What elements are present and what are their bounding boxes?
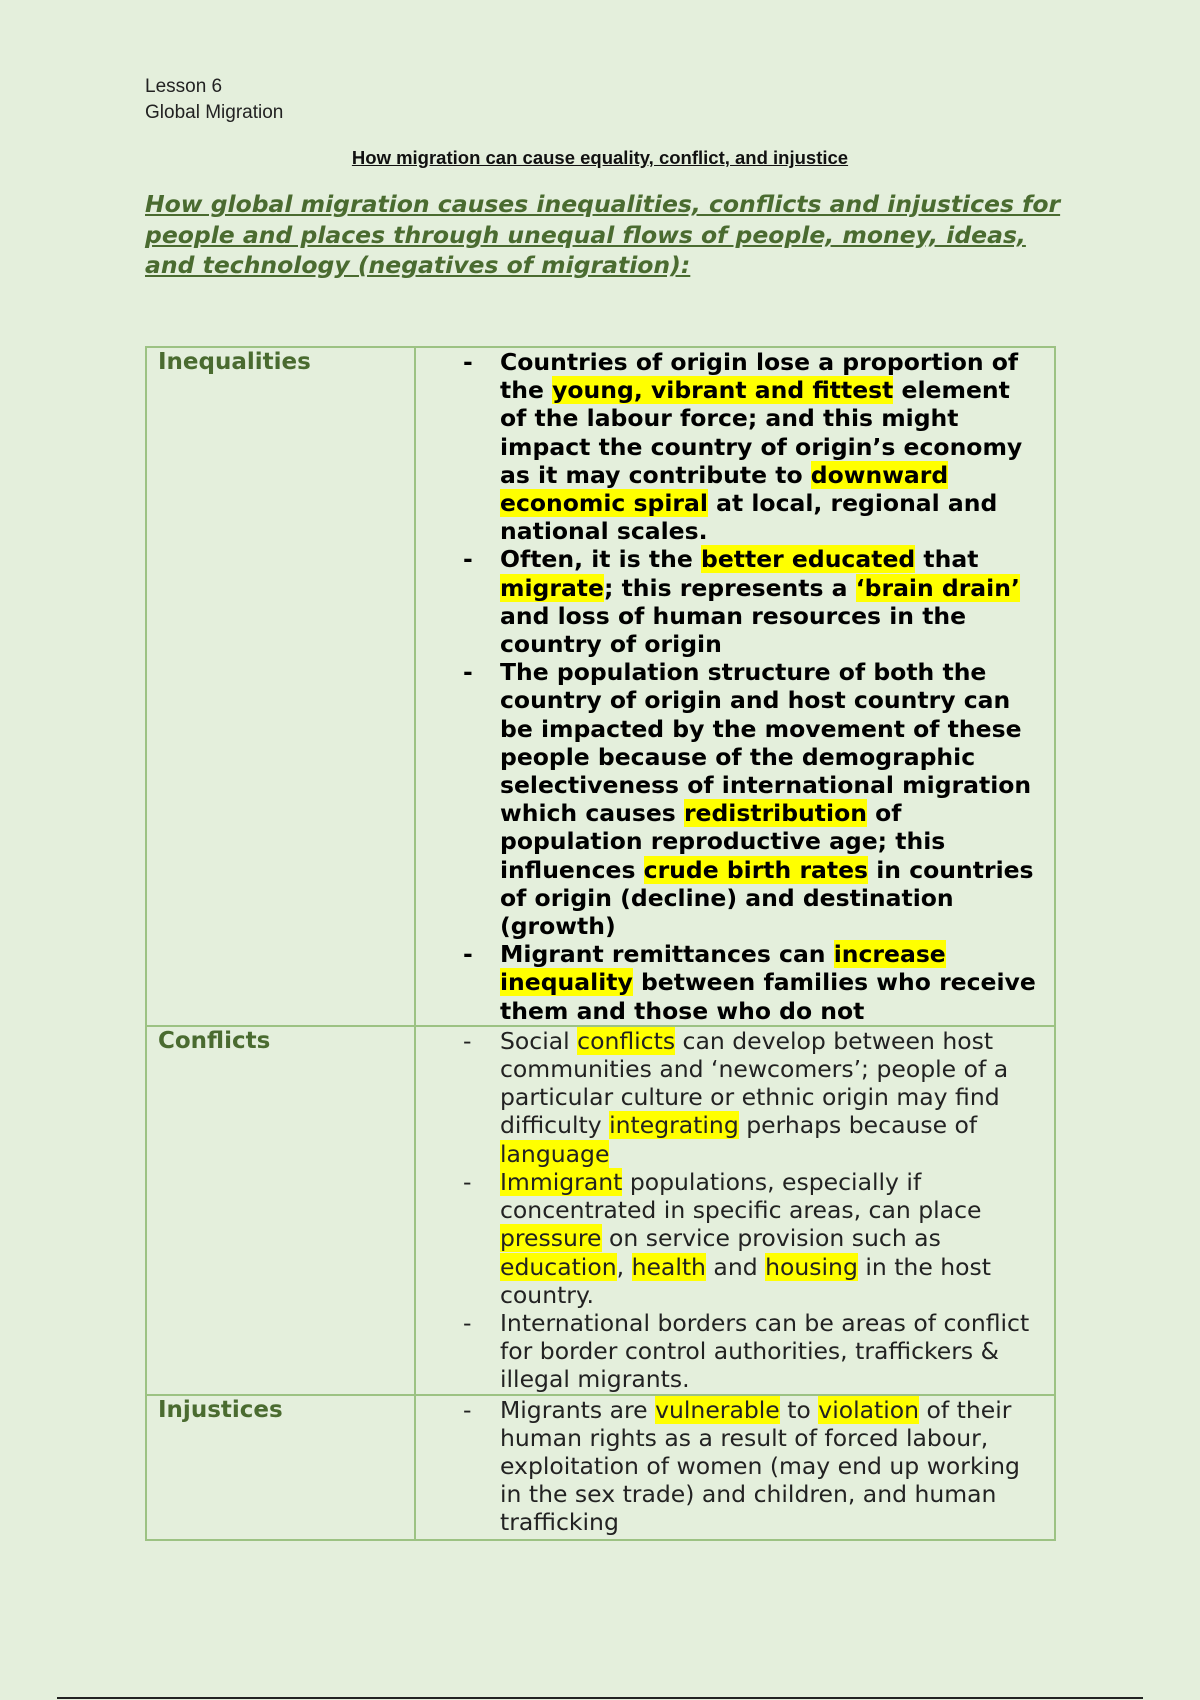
text-run: between families who receive them and those who do not [500, 968, 1036, 1025]
table-row-injustices [146, 1395, 1055, 1540]
highlighted-term: crude birth rates [643, 855, 869, 884]
highlighted-term: education [500, 1252, 617, 1281]
lesson-topic: Global Migration [145, 102, 284, 123]
text-run: Migrant remittances can [500, 940, 834, 969]
text-run: in the host country. [500, 1252, 991, 1309]
document-subtitle: How migration can cause equality, conflict, and injustice [351, 147, 849, 168]
bullet-marker: - [463, 1167, 472, 1196]
lesson-number: Lesson 6 [145, 76, 223, 97]
bullet-item [416, 1396, 1042, 1537]
highlighted-term: language [500, 1139, 610, 1168]
intro-heading: How global migration causes inequalities, conflicts and injustices for people and places through unequal flows of people, money, ideas, and technology (negatives of migration): [145, 190, 1061, 279]
text-run: on service provision such as [601, 1224, 941, 1253]
bullet-marker: - [463, 545, 473, 574]
row-content-conflicts [415, 1026, 1055, 1395]
highlighted-term: pressure [500, 1224, 602, 1253]
text-run: Social [500, 1026, 578, 1055]
highlighted-term: migrate [500, 573, 604, 602]
migration-impacts-table [145, 346, 1056, 1541]
bullet-marker: - [463, 1308, 472, 1337]
row-content-injustices [415, 1395, 1055, 1540]
text-run: ; this represents a [603, 573, 856, 602]
text-run: element of the labour force; and this might impact the country of origin’s economy as it may contribute to [500, 376, 1023, 489]
row-content-inequalities [415, 347, 1055, 1026]
highlighted-term: ‘brain drain’ [855, 573, 1020, 602]
highlighted-term: Immigrant [500, 1167, 623, 1196]
text-run: and loss of human resources in the country of origin [500, 601, 967, 659]
bullet-list [416, 1396, 1042, 1537]
highlighted-term: better educated [701, 545, 916, 574]
text-run: perhaps because of [738, 1111, 978, 1140]
highlighted-term: young, vibrant and fittest [552, 376, 894, 405]
table-row-inequalities [146, 347, 1055, 1026]
highlighted-term: redistribution [683, 799, 867, 828]
bullet-marker: - [463, 1395, 472, 1424]
highlighted-term: health [631, 1252, 706, 1281]
text-run: The population structure of both the country of origin and host country can be impacted by the movement of these people because of the demographic selectiveness of international migration which causes [500, 658, 1032, 828]
bullet-item [416, 545, 1042, 658]
text-run: of their human rights as a result of forced labour, exploitation of women (may end up working in the sex trade) and children, and human trafficking [500, 1395, 1020, 1537]
highlighted-term: integrating [609, 1111, 739, 1140]
bullet-item [416, 348, 1042, 545]
highlighted-term: vulnerable [655, 1395, 780, 1424]
text-run: can develop between host communities and ‘newcomers’; people of a particular culture or ethnic origin may find difficulty [500, 1026, 1009, 1140]
bullet-item [416, 1309, 1042, 1394]
text-run: Often, it is the [500, 545, 701, 574]
bullet-item [416, 1168, 1042, 1309]
highlighted-term: downward economic spiral [500, 460, 949, 518]
bullet-marker: - [463, 348, 473, 376]
text-run: to [779, 1395, 819, 1424]
text-run: of population reproductive age; this influences [500, 799, 946, 884]
bullet-list [416, 348, 1042, 1025]
bullet-marker: - [463, 658, 473, 687]
bullet-item [416, 658, 1042, 940]
text-run: in countries of origin (decline) and destination (growth) [500, 855, 1034, 941]
text-run: International borders can be areas of conflict for border control authorities, traffickers & illegal migrants. [500, 1308, 1030, 1394]
row-label-injustices: Injustices [146, 1395, 415, 1540]
bullet-item [416, 940, 1042, 1025]
bullet-item [416, 1027, 1042, 1168]
table-row-conflicts [146, 1026, 1055, 1395]
row-label-inequalities: Inequalities [146, 347, 415, 1026]
highlighted-term: housing [765, 1252, 858, 1281]
text-run: populations, especially if concentrated in specific areas, can place [500, 1167, 982, 1225]
text-run: Countries of origin lose a proportion of the [500, 348, 1019, 405]
bullet-marker: - [463, 1026, 472, 1055]
document-header [145, 74, 283, 126]
highlighted-term: violation [818, 1395, 920, 1424]
highlighted-term: conflicts [577, 1026, 676, 1055]
text-run: that [915, 545, 979, 574]
highlighted-term: increase inequality [500, 940, 946, 997]
row-label-conflicts: Conflicts [146, 1026, 415, 1395]
text-run: at local, regional and national scales. [500, 489, 998, 546]
text-run: and [705, 1252, 766, 1281]
text-run: , [616, 1252, 632, 1281]
bullet-marker: - [463, 940, 473, 969]
bullet-list [416, 1027, 1042, 1394]
footer-divider [57, 1697, 1143, 1699]
text-run: Migrants are [500, 1395, 656, 1424]
